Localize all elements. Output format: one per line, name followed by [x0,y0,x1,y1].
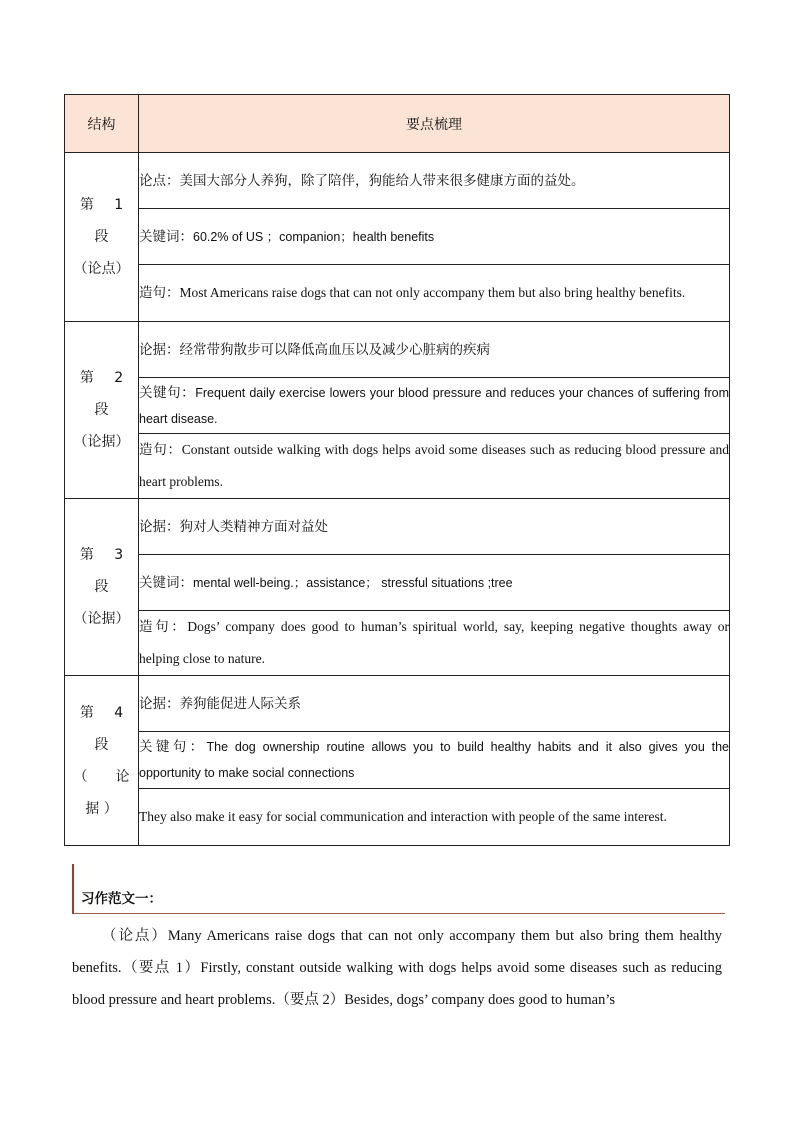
point-cell [139,153,730,209]
header-structure: 结构 [65,95,139,153]
row-text: Most Americans raise dogs that can not only accompany them but also bring healthy benefits. [179,285,686,300]
point-cell [139,499,730,555]
table-row [65,611,730,676]
outline-table [64,94,730,846]
row-label: 关键句： [139,384,196,401]
point-cell [139,434,730,499]
table-row [65,555,730,611]
row-text: Frequent daily exercise lowers your blood pressure and reduces your chances of suffering from heart disease. [139,385,729,426]
row-text: mental well-being.；assistance； stressful situations ;tree [193,575,513,590]
row-label: 关键词： [139,228,193,245]
table-row [65,265,730,322]
table-row [65,322,730,378]
point-cell [139,611,730,676]
table-row [65,789,730,846]
row-label: 造句： [139,619,188,635]
structure-role: （论据） [73,611,130,627]
row-label: 论据： [139,341,180,358]
table-row [65,499,730,555]
structure-cell-paragraph-2 [65,322,139,499]
row-label: 论点： [139,172,180,189]
essay-heading: 习作范文一： [81,891,162,907]
structure-role: （论据） [73,434,130,450]
point-cell [139,378,730,434]
structure-role-cont: 据 ） [85,800,118,817]
structure-role: （论点） [73,261,130,277]
table-row [65,209,730,265]
row-text: 经常带狗散步可以降低高血压以及减少心脏病的疾病 [179,341,490,358]
table-header-row [65,95,730,153]
structure-cell-paragraph-4 [65,676,139,846]
table-row [65,732,730,789]
essay-paragraph: （论点）Many Americans raise dogs that can not only accompany them but also bring them healthy benefits.（要点 1）Firstly, constant outside walking with dogs helps avoid some diseases such as reducing blood pressure and heart problems.（要点 2）Besides, dogs’ company does good to human’s [72,928,722,1008]
table-row [65,676,730,732]
row-text: 狗对人类精神方面对益处 [179,518,328,535]
header-key-points: 要点梳理 [139,95,730,153]
row-text: 美国大部分人养狗，除了陪伴，狗能给人带来很多健康方面的益处。 [179,172,585,189]
table-row [65,434,730,499]
row-label: 造句： [139,285,180,301]
point-cell [139,209,730,265]
point-cell [139,676,730,732]
point-cell [139,732,730,789]
row-label: 关键词： [139,574,193,591]
structure-role: （ 论 [73,768,130,785]
structure-cell-paragraph-1 [65,153,139,322]
row-label: 论据： [139,695,180,712]
point-cell [139,322,730,378]
table-row [65,153,730,209]
row-label: 造句： [139,442,182,458]
row-label: 论据： [139,518,180,535]
point-cell [139,555,730,611]
essay-heading-bar [72,864,725,914]
row-text: The dog ownership routine allows you to build healthy habits and it also gives you the opportunity to make social connections [139,740,729,780]
structure-label: 第 4 段 [79,704,132,753]
row-text: Dogs’ company does good to human’s spiritual world, say, keeping negative thoughts away or helping close to nature. [139,619,730,666]
structure-label: 第 3 段 [79,547,132,595]
structure-label: 第 1 段 [79,197,132,245]
structure-cell-paragraph-3 [65,499,139,676]
row-text: Constant outside walking with dogs helps avoid some diseases such as reducing blood pressure and heart problems. [139,442,730,489]
point-cell [139,789,730,846]
point-cell [139,265,730,322]
table-row [65,378,730,434]
row-label: 关键句： [139,739,207,755]
row-text: 60.2% of US ；companion；health benefits [193,229,435,244]
row-text: 养狗能促进人际关系 [179,695,301,712]
structure-label: 第 2 段 [79,370,132,418]
row-text: They also make it easy for social communication and interaction with people of the same interest. [139,809,667,824]
